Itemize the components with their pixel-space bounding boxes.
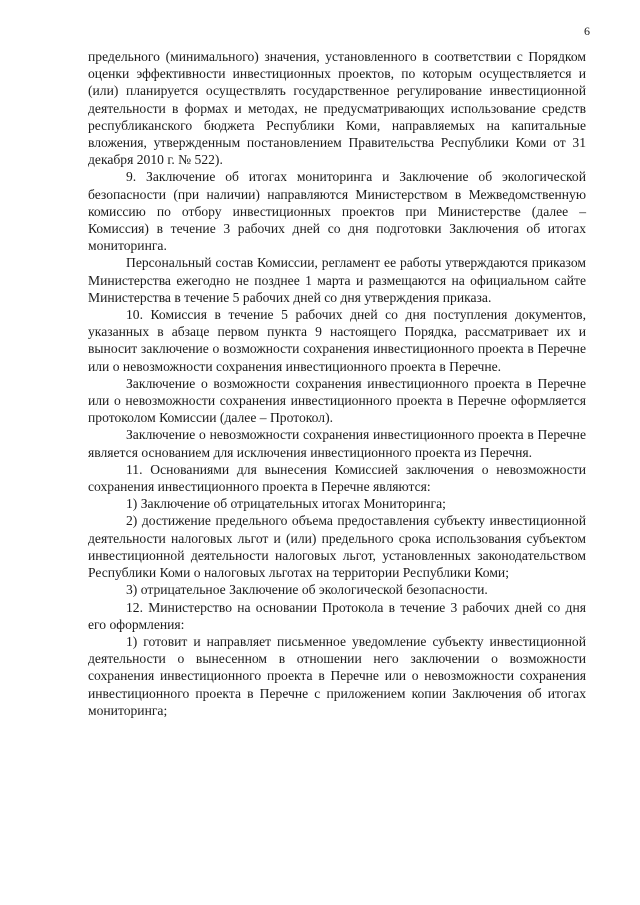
page-number: 6 — [584, 24, 590, 38]
paragraph-protocol: Заключение о возможности сохранения инвестиционного проекта в Перечне или о невозможности сохранения инвестиционного проекта в Перечне оформляется протоколом Комиссии (далее – Протокол). — [88, 375, 586, 426]
list-item-11-1: 1) Заключение об отрицательных итогах Мониторинга; — [126, 496, 446, 512]
paragraph-exclusion-basis: Заключение о невозможности сохранения инвестиционного проекта в Перечне является основанием для исключения инвестиционного проекта из Перечня. — [88, 427, 586, 460]
paragraph-item-9: 9. Заключение об итогах мониторинга и Заключение об экологической безопасности (при наличии) направляются Министерством в Межведомственную комиссию по отбору инвестиционных проектов при Министерстве (далее – Комиссия) в течение 3 рабочих дней со дня подготовки Заключения об итогах мониторинга. — [88, 169, 586, 254]
paragraph-item-12: 12. Министерство на основании Протокола в течение 3 рабочих дней со дня его оформления: — [88, 599, 586, 632]
document-body — [88, 48, 586, 719]
list-item-12-1: 1) готовит и направляет письменное уведомление субъекту инвестиционной деятельности о вынесенном в отношении него заключении о возможности сохранения инвестиционного проекта в Перечне или о невозможности сохранения инвестиционного проекта в Перечне с приложением копии Заключения об итогах мониторинга; — [88, 633, 586, 718]
list-item-11-2: 2) достижение предельного объема предоставления субъекту инвестиционной деятельности налоговых льгот и (или) предельного срока использования субъектом инвестиционной деятельности налоговых льгот, установленных законодательством Республики Коми о налоговых льготах на территории Республики Коми; — [88, 513, 586, 581]
paragraph-continuation: предельного (минимального) значения, установленного в соответствии с Порядком оценки эффективности инвестиционных проектов, по которым осуществляется и (или) планируется осуществлять государственное регулирование инвестиционной деятельности в формах и методах, не предусматривающих использование средств республиканского бюджета Республики Коми, направляемых на капитальные вложения, утвержденным постановлением Правительства Республики Коми от 31 декабря 2010 г. № 522). — [88, 49, 586, 168]
paragraph-commission-composition: Персональный состав Комиссии, регламент ее работы утверждаются приказом Министерства ежегодно не позднее 1 марта и размещаются на официальном сайте Министерства в течение 5 рабочих дней со дня утверждения приказа. — [88, 255, 586, 305]
paragraph-item-10: 10. Комиссия в течение 5 рабочих дней со дня поступления документов, указанных в абзаце первом пункта 9 настоящего Порядка, рассматривает их и выносит заключение о возможности сохранения инвестиционного проекта в Перечне или о невозможности сохранения инвестиционного проекта в Перечне. — [88, 307, 586, 374]
paragraph-item-11: 11. Основаниями для вынесения Комиссией заключения о невозможности сохранения инвестиционного проекта в Перечне являются: — [88, 461, 586, 495]
list-item-11-3: 3) отрицательное Заключение об экологической безопасности. — [126, 582, 488, 598]
